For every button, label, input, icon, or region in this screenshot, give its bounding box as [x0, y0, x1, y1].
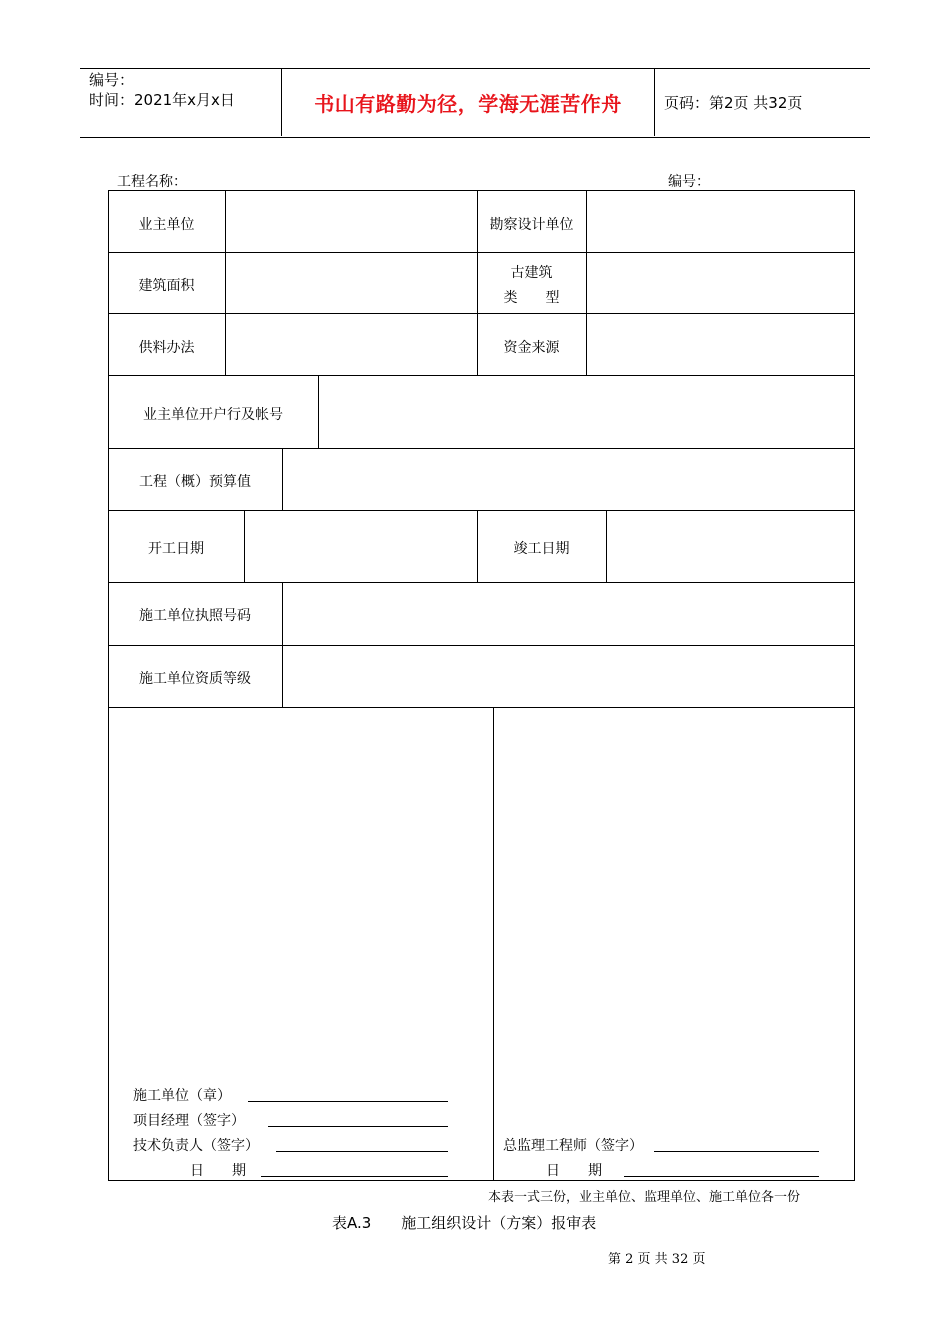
label-survey-design-unit: 勘察设计单位 [489, 217, 574, 233]
label-completion-date: 竣工日期 [513, 541, 570, 557]
label-building-area: 建筑面积 [138, 278, 195, 294]
label-owner-unit: 业主单位 [138, 217, 195, 233]
sig-line[interactable] [624, 1176, 819, 1177]
sig-line[interactable] [261, 1176, 448, 1177]
copies-note: 本表一式三份，业主单位、监理单位、施工单位各一份 [488, 1190, 801, 1205]
label-owner-bank-account: 业主单位开户行及帐号 [143, 407, 283, 423]
header-divider [654, 68, 655, 136]
sig-line[interactable] [654, 1151, 819, 1152]
label-qualification-level: 施工单位资质等级 [139, 671, 251, 687]
sig-chief-supervisor: 总监理工程师（签字） [503, 1138, 643, 1154]
sig-line[interactable] [268, 1126, 448, 1127]
label-start-date: 开工日期 [148, 541, 204, 557]
sig-line[interactable] [276, 1151, 448, 1152]
label-budget-value: 工程（概）预算值 [139, 474, 251, 490]
form-number-label: 编号： [668, 174, 710, 190]
label-fund-source: 资金来源 [503, 340, 560, 356]
table-title: 表A.3 施工组织设计（方案）报审表 [332, 1214, 597, 1232]
label-license-number: 施工单位执照号码 [139, 608, 251, 624]
project-name-label: 工程名称： [117, 174, 187, 190]
sig-line[interactable] [248, 1101, 448, 1102]
label-supply-method: 供料办法 [138, 340, 195, 356]
page-number: 第 2 页 共 32 页 [608, 1252, 706, 1267]
sig-left-date: 日 期 [190, 1163, 246, 1179]
header-page-info: 页码：第2页 共32页 [664, 94, 803, 112]
header-time-label: 时间：2021年x月x日 [89, 91, 235, 109]
sig-construction-unit: 施工单位（章） [133, 1088, 231, 1104]
sig-right-date: 日 期 [546, 1163, 602, 1179]
sig-technical-lead: 技术负责人（签字） [133, 1138, 259, 1154]
sig-project-manager: 项目经理（签字） [133, 1113, 245, 1129]
header-meta [89, 70, 235, 110]
label-ancient-building-type-line2: 类 型 [503, 290, 560, 306]
label-ancient-building-type-line1: 古建筑 [510, 265, 553, 281]
header-number-label: 编号： [89, 71, 135, 89]
header-motto: 书山有路勤为径，学海无涯苦作舟 [314, 92, 622, 116]
